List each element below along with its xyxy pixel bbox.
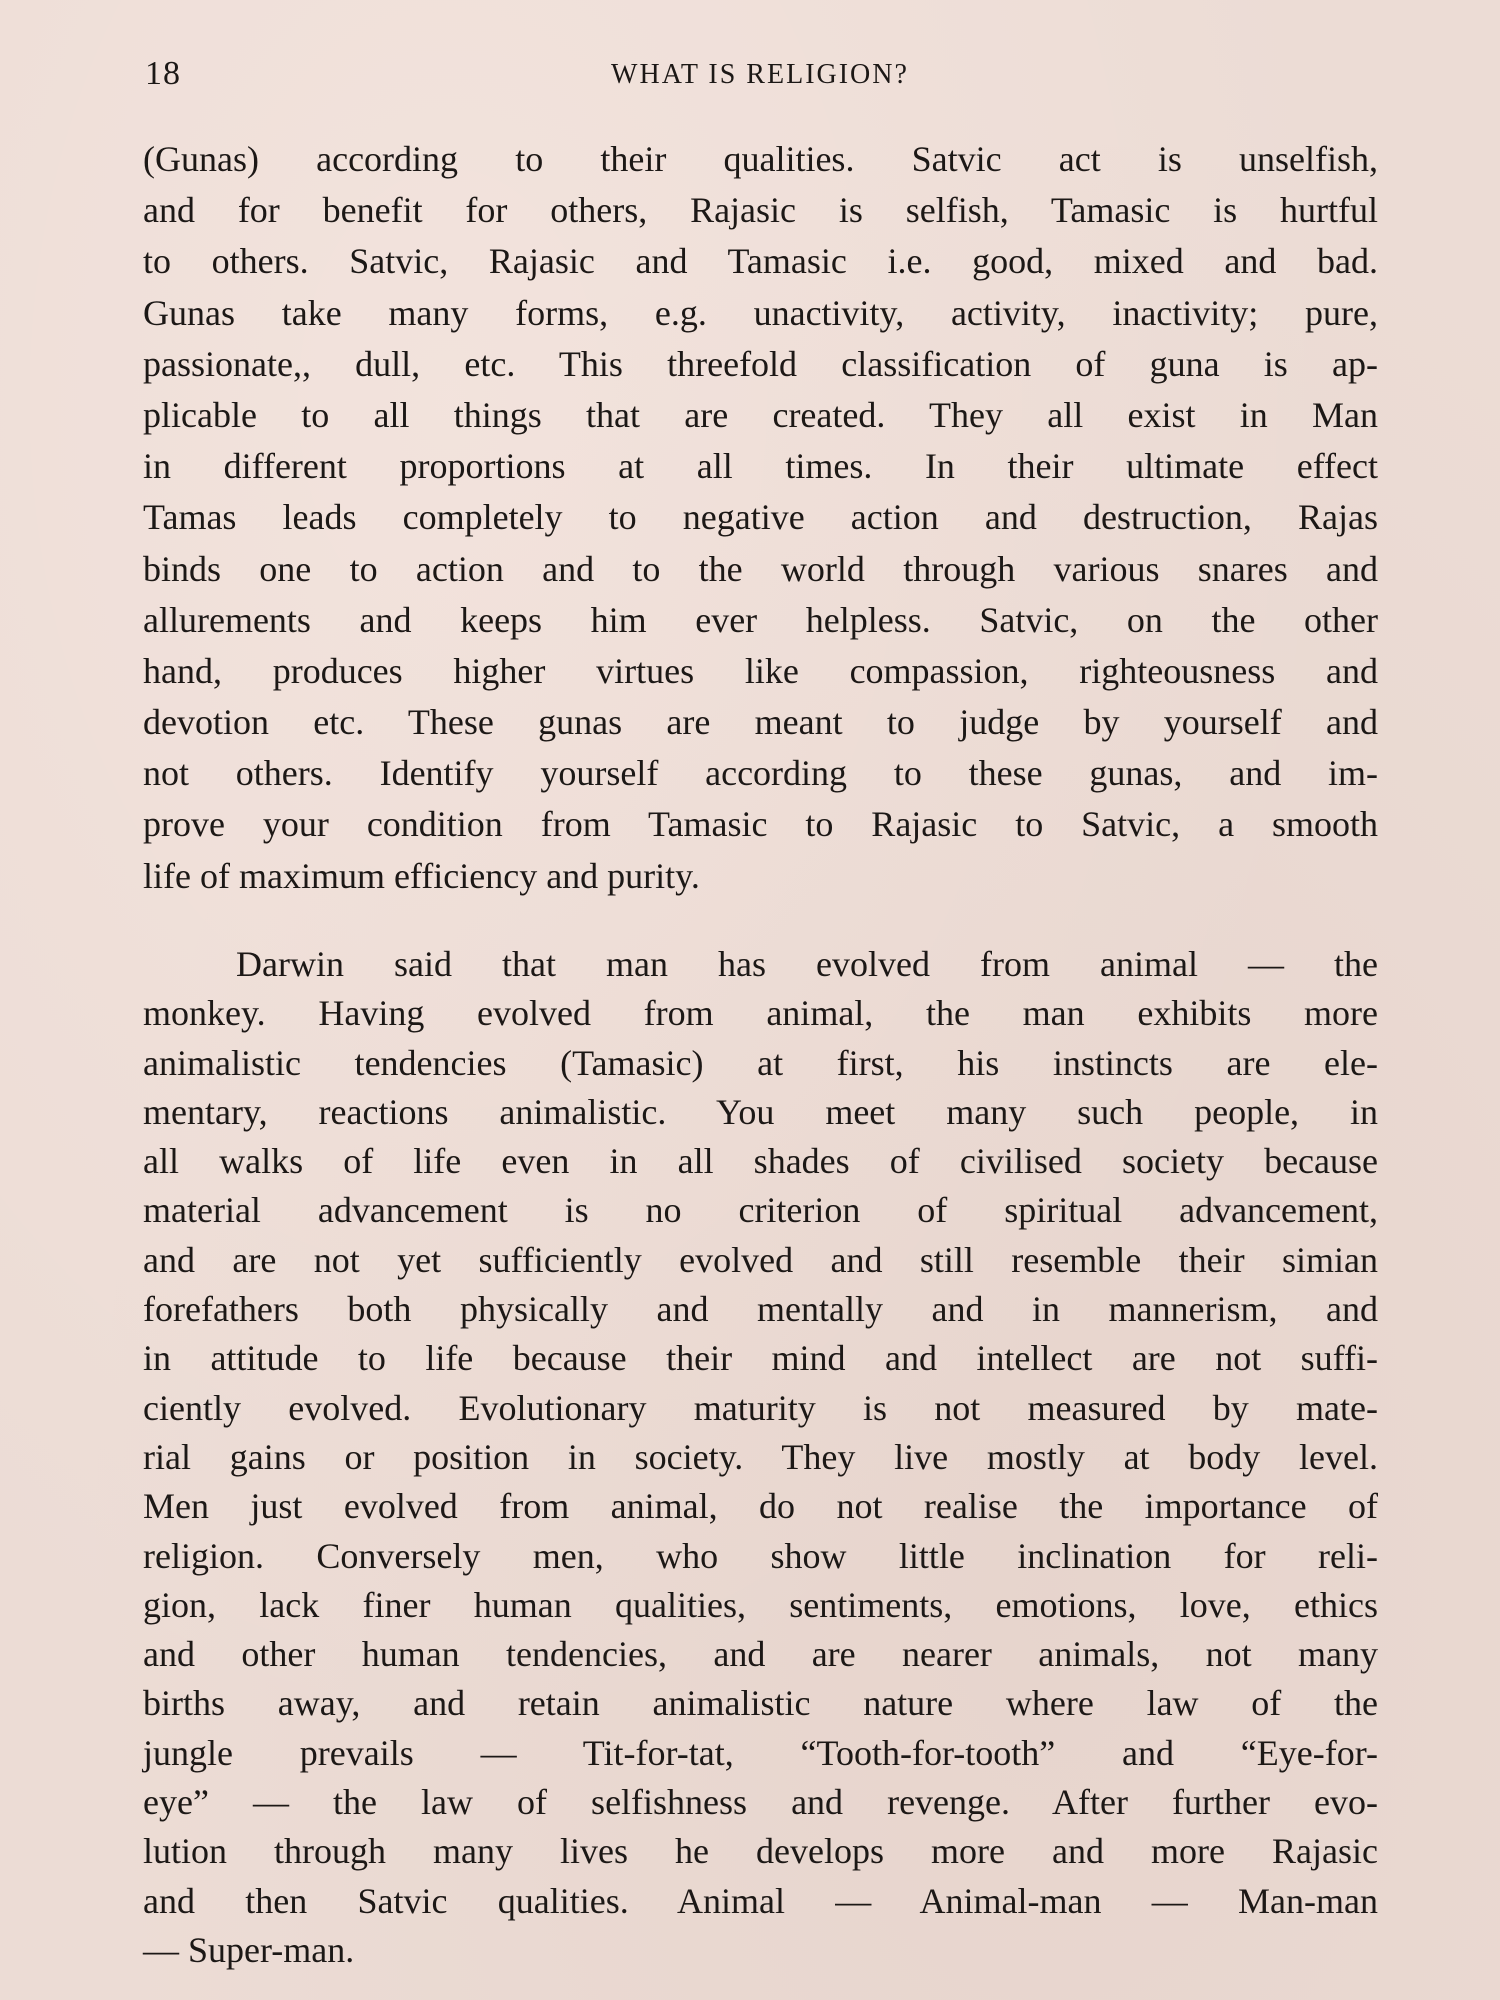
text-line: Tamas leads completely to negative action and destruction, Rajas xyxy=(143,497,1378,538)
text-line: births away, and retain animalistic nature where law of the xyxy=(143,1683,1378,1724)
text-line: in different proportions at all times. In their ultimate effect xyxy=(143,446,1378,487)
text-line: and are not yet sufficiently evolved and still resemble their simian xyxy=(143,1239,1378,1280)
text-line: mentary, reactions animalistic. You meet many such people, in xyxy=(143,1091,1378,1132)
text-line: — Super-man. xyxy=(143,1929,355,1970)
text-line: passionate,, dull, etc. This threefold classification of guna is ap- xyxy=(143,343,1378,384)
page-number: 18 xyxy=(145,55,181,92)
text-line: allurements and keeps him ever helpless. Satvic, on the other xyxy=(143,599,1378,640)
text-line: material advancement is no criterion of spiritual advancement, xyxy=(143,1190,1378,1231)
text-line: Darwin said that man has evolved from animal — the xyxy=(236,944,1378,984)
paragraph-darwin xyxy=(143,940,1378,1975)
text-line: Men just evolved from animal, do not realise the importance of xyxy=(143,1486,1378,1527)
page-header xyxy=(145,55,1375,105)
text-line: hand, produces higher virtues like compassion, righteousness and xyxy=(143,650,1378,691)
text-line: and for benefit for others, Rajasic is selfish, Tamasic is hurtful xyxy=(143,190,1378,231)
text-line: devotion etc. These gunas are meant to judge by yourself and xyxy=(143,702,1378,743)
text-line: gion, lack finer human qualities, sentiments, emotions, love, ethics xyxy=(143,1584,1378,1625)
text-line: rial gains or position in society. They live mostly at body level. xyxy=(143,1436,1378,1477)
text-line: animalistic tendencies (Tamasic) at first, his instincts are ele- xyxy=(143,1042,1378,1083)
paragraph-gunas xyxy=(143,134,1378,902)
text-line: religion. Conversely men, who show little inclination for reli- xyxy=(143,1535,1378,1576)
text-line: life of maximum efficiency and purity. xyxy=(143,855,700,896)
text-line: to others. Satvic, Rajasic and Tamasic i.e. good, mixed and bad. xyxy=(143,241,1378,282)
text-line: monkey. Having evolved from animal, the man exhibits more xyxy=(143,993,1378,1034)
text-line: lution through many lives he develops more and more Rajasic xyxy=(143,1831,1378,1872)
text-line: Gunas take many forms, e.g. unactivity, activity, inactivity; pure, xyxy=(143,292,1378,333)
text-line: eye” — the law of selfishness and revenge. After further evo- xyxy=(143,1782,1378,1823)
text-line: in attitude to life because their mind and intellect are not suffi- xyxy=(143,1338,1378,1379)
text-line: all walks of life even in all shades of civilised society because xyxy=(143,1141,1378,1182)
running-title: WHAT IS RELIGION? xyxy=(611,59,909,90)
text-line: forefathers both physically and mentally and in mannerism, and xyxy=(143,1289,1378,1330)
text-line: plicable to all things that are created. They all exist in Man xyxy=(143,394,1378,435)
text-line: prove your condition from Tamasic to Rajasic to Satvic, a smooth xyxy=(143,804,1378,845)
text-line: not others. Identify yourself according to these gunas, and im- xyxy=(143,753,1378,794)
text-line: binds one to action and to the world through various snares and xyxy=(143,548,1378,589)
text-line: and then Satvic qualities. Animal — Animal-man — Man-man xyxy=(143,1880,1378,1921)
text-line: (Gunas) according to their qualities. Satvic act is unselfish, xyxy=(143,139,1378,179)
text-line: ciently evolved. Evolutionary maturity is not measured by mate- xyxy=(143,1387,1378,1428)
text-line: jungle prevails — Tit-for-tat, “Tooth-for-tooth” and “Eye-for- xyxy=(143,1732,1378,1773)
text-line: and other human tendencies, and are nearer animals, not many xyxy=(143,1634,1378,1675)
